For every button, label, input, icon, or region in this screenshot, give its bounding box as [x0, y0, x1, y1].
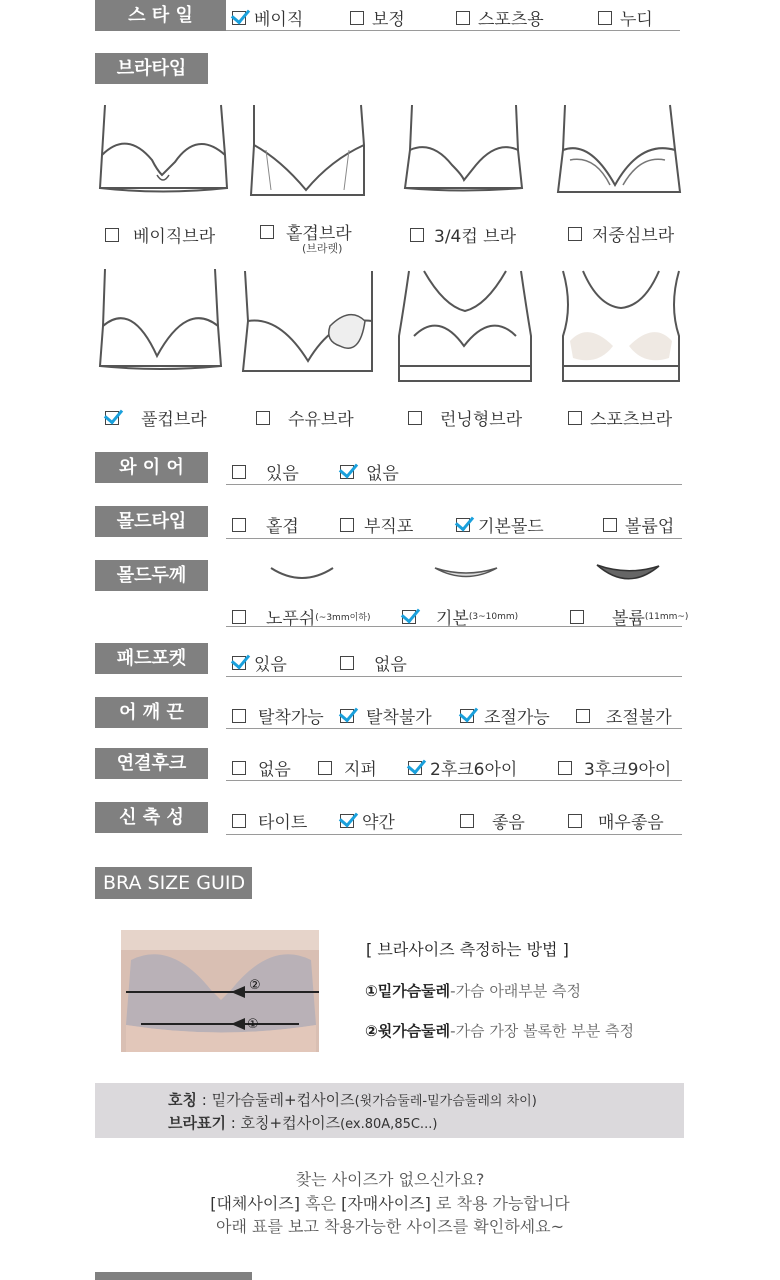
checkbox[interactable] — [570, 610, 584, 624]
strap-adjust[interactable] — [460, 703, 550, 728]
hook-none[interactable] — [232, 755, 291, 780]
opt-label: 볼륨 — [612, 609, 645, 629]
thick-basic[interactable] — [402, 604, 518, 629]
opt-label: 베이직브라 — [133, 227, 216, 247]
checkbox[interactable] — [408, 411, 422, 425]
opt-label: 스포츠브라 — [590, 410, 673, 430]
bratype-nursing[interactable] — [256, 405, 354, 430]
sports-bra-image — [558, 266, 684, 384]
basic-mold-icon — [432, 563, 500, 583]
strap-label: 어 깨 끈 — [95, 697, 208, 728]
hoching-val: : 밑가슴둘레+컵사이즈 — [196, 1091, 355, 1109]
opt-label: 기본 — [436, 609, 469, 629]
checkbox[interactable] — [232, 709, 246, 723]
checkbox[interactable] — [460, 709, 474, 723]
checkbox[interactable] — [568, 814, 582, 828]
mold-volume[interactable] — [603, 512, 674, 537]
checkbox[interactable] — [456, 11, 470, 25]
opt-label: 지퍼 — [344, 760, 377, 780]
checkbox[interactable] — [340, 656, 354, 670]
stretch-rule — [226, 834, 682, 835]
opt-label: 런닝형브라 — [440, 410, 523, 430]
alt-size: [대체사이즈] — [210, 1194, 300, 1213]
style-opt-shape[interactable] — [350, 5, 405, 30]
opt-label: 탈착불가 — [366, 708, 432, 728]
low-center-bra-image — [555, 100, 685, 200]
opt-sub: (3~10mm) — [468, 611, 519, 622]
bratype-fullcup[interactable] — [105, 405, 207, 430]
style-opt-basic[interactable] — [232, 5, 303, 30]
opt-sub: (~3mm이하) — [315, 613, 371, 623]
hoching-line — [168, 1089, 537, 1110]
opt-label: 볼륨업 — [625, 517, 675, 537]
thick-volume[interactable] — [570, 604, 688, 629]
hook-rule — [226, 780, 682, 781]
thin-mold-icon — [268, 563, 336, 583]
opt-label: 2후크6아이 — [430, 760, 518, 780]
bratype-sports[interactable] — [568, 405, 672, 430]
opt-label: 조절불가 — [606, 708, 672, 728]
hoching-note: (윗가슴둘레-밑가슴둘레의 차이) — [354, 1094, 537, 1109]
checkbox[interactable] — [460, 814, 474, 828]
opt-label: 3후크9아이 — [584, 760, 672, 780]
basic-bra-image — [97, 100, 232, 200]
checkbox[interactable] — [318, 761, 332, 775]
opt-label: 약간 — [362, 813, 395, 833]
opt-label: 탈착가능 — [258, 708, 324, 728]
measure-title: [ 브라사이즈 측정하는 방법 ] — [366, 940, 569, 959]
stretch-label: 신 축 성 — [95, 802, 208, 833]
marker-2: ② — [249, 978, 261, 993]
stretch-verygood[interactable] — [568, 808, 664, 833]
opt-label: 저중심브라 — [592, 226, 675, 246]
opt-label: 매우좋음 — [598, 813, 664, 833]
checkbox[interactable] — [232, 656, 246, 670]
bratype-low[interactable] — [568, 221, 674, 246]
opt-label: 기본몰드 — [478, 517, 544, 537]
notice-line-2 — [0, 1192, 780, 1216]
wire-no[interactable] — [340, 459, 399, 484]
notice-or: 혹은 — [300, 1194, 342, 1213]
checkbox[interactable] — [568, 227, 582, 241]
wire-rule — [226, 484, 682, 485]
opt-label: 홑겹브라 — [286, 224, 352, 244]
pad-yes[interactable] — [232, 650, 287, 675]
checkbox[interactable] — [598, 11, 612, 25]
measure-2 — [365, 1020, 634, 1041]
style-opt-sport[interactable] — [456, 5, 544, 30]
full-cup-bra-image — [97, 266, 225, 376]
m2-desc: -가슴 가장 볼록한 부분 측정 — [450, 1022, 635, 1040]
volume-mold-icon — [594, 560, 662, 586]
opt-label: 풀컵브라 — [141, 410, 207, 430]
mold-type-label: 몰드타입 — [95, 506, 208, 537]
style-rule — [226, 30, 680, 31]
checkbox[interactable] — [408, 761, 422, 775]
bratype-basic[interactable] — [105, 222, 215, 247]
checkbox[interactable] — [558, 761, 572, 775]
strap-nodetach[interactable] — [340, 703, 432, 728]
wire-label: 와 이 어 — [95, 452, 208, 483]
checkbox[interactable] — [576, 709, 590, 723]
checkbox[interactable] — [105, 411, 119, 425]
checkbox[interactable] — [603, 518, 617, 532]
opt-label: 보정 — [372, 10, 405, 30]
stretch-tight[interactable] — [232, 808, 307, 833]
opt-label: 스포츠용 — [478, 10, 544, 30]
opt-label: 조절가능 — [484, 708, 550, 728]
bra-val: : 호칭+컵사이즈 — [225, 1114, 341, 1132]
marker-1: ① — [247, 1017, 259, 1032]
notice-line-3: 아래 표를 보고 착용가능한 사이즈를 확인하세요~ — [216, 1217, 564, 1236]
style-opt-nude[interactable] — [598, 5, 653, 30]
checkbox[interactable] — [260, 225, 274, 239]
measure-1 — [365, 980, 581, 1001]
mold-thick-label: 몰드두께 — [95, 560, 208, 591]
m2-key: ②윗가슴둘레 — [365, 1022, 451, 1040]
checkbox[interactable] — [232, 814, 246, 828]
sister-size: [자매사이즈] — [341, 1194, 431, 1213]
bratype-3-4[interactable] — [410, 222, 516, 247]
hook-zipper[interactable] — [318, 755, 377, 780]
pad-no[interactable] — [340, 650, 407, 675]
checkbox[interactable] — [256, 411, 270, 425]
opt-label: 없음 — [374, 655, 407, 675]
opt-label: 타이트 — [258, 813, 308, 833]
pad-pocket-label: 패드포켓 — [95, 643, 208, 674]
notice-line-1: 찾는 사이즈가 없으신가요? — [295, 1170, 485, 1189]
strap-noadjust[interactable] — [576, 703, 672, 728]
thick-nopush[interactable] — [232, 604, 371, 629]
wire-yes[interactable] — [232, 459, 299, 484]
checkbox[interactable] — [105, 228, 119, 242]
bra-note: (ex.80A,85C...) — [340, 1117, 438, 1132]
mold-nonwoven[interactable] — [340, 512, 413, 537]
mold-type-rule — [226, 538, 682, 539]
checkbox[interactable] — [232, 761, 246, 775]
hook-2x6[interactable] — [408, 755, 517, 780]
checkbox[interactable] — [232, 465, 246, 479]
checkbox[interactable] — [340, 709, 354, 723]
nursing-bra-image — [240, 266, 380, 376]
checkbox[interactable] — [232, 11, 246, 25]
mold-single[interactable] — [232, 512, 299, 537]
bra-notation-line — [168, 1112, 437, 1133]
opt-label: 베이직 — [254, 10, 304, 30]
opt-label: 있음 — [266, 464, 299, 484]
opt-label: 좋음 — [492, 813, 525, 833]
measure-photo — [121, 930, 319, 1052]
opt-label: 있음 — [254, 655, 287, 675]
next-section-label — [95, 1272, 252, 1280]
m1-key: ①밑가슴둘레 — [365, 982, 451, 1000]
notice-wearable: 로 착용 가능합니다 — [430, 1194, 570, 1213]
size-notation-box — [95, 1083, 684, 1138]
bralette-sub: (브라렛) — [302, 242, 343, 255]
opt-label: 수유브라 — [288, 410, 354, 430]
bratype-label: 브라타입 — [95, 53, 208, 84]
stretch-some[interactable] — [340, 808, 395, 833]
mold-basic[interactable] — [456, 512, 544, 537]
m1-desc: -가슴 아래부분 측정 — [450, 982, 582, 1000]
checkbox[interactable] — [340, 465, 354, 479]
checkbox[interactable] — [340, 814, 354, 828]
strap-detach[interactable] — [232, 703, 324, 728]
opt-label: 노푸쉬 — [266, 609, 316, 629]
three-quarter-cup-image — [402, 100, 527, 200]
bra-key: 브라표기 — [168, 1114, 226, 1132]
checkbox[interactable] — [232, 518, 246, 532]
strap-rule — [226, 728, 682, 729]
checkbox[interactable] — [350, 11, 364, 25]
hook-label: 연결후크 — [95, 748, 208, 779]
opt-label: 누디 — [620, 10, 653, 30]
opt-label: 없음 — [258, 760, 291, 780]
opt-sub: (11mm~) — [644, 611, 689, 622]
opt-label: 부직포 — [364, 517, 414, 537]
checkbox[interactable] — [456, 518, 470, 532]
checkbox[interactable] — [232, 610, 246, 624]
checkbox[interactable] — [340, 518, 354, 532]
running-bra-image — [394, 266, 536, 384]
checkbox[interactable] — [402, 610, 416, 624]
size-guide-title: BRA SIZE GUID — [95, 867, 252, 899]
opt-label: 홑겹 — [266, 517, 299, 537]
pad-pocket-rule — [226, 676, 682, 677]
checkbox[interactable] — [568, 411, 582, 425]
stretch-good[interactable] — [460, 808, 525, 833]
opt-label: 3/4컵 브라 — [434, 227, 517, 247]
opt-label: 없음 — [366, 464, 399, 484]
hoching-key: 호칭 — [168, 1091, 197, 1109]
style-label: 스 타 일 — [95, 0, 226, 31]
hook-3x9[interactable] — [558, 755, 671, 780]
bralette-image — [246, 100, 371, 200]
checkbox[interactable] — [410, 228, 424, 242]
bratype-running[interactable] — [408, 405, 522, 430]
